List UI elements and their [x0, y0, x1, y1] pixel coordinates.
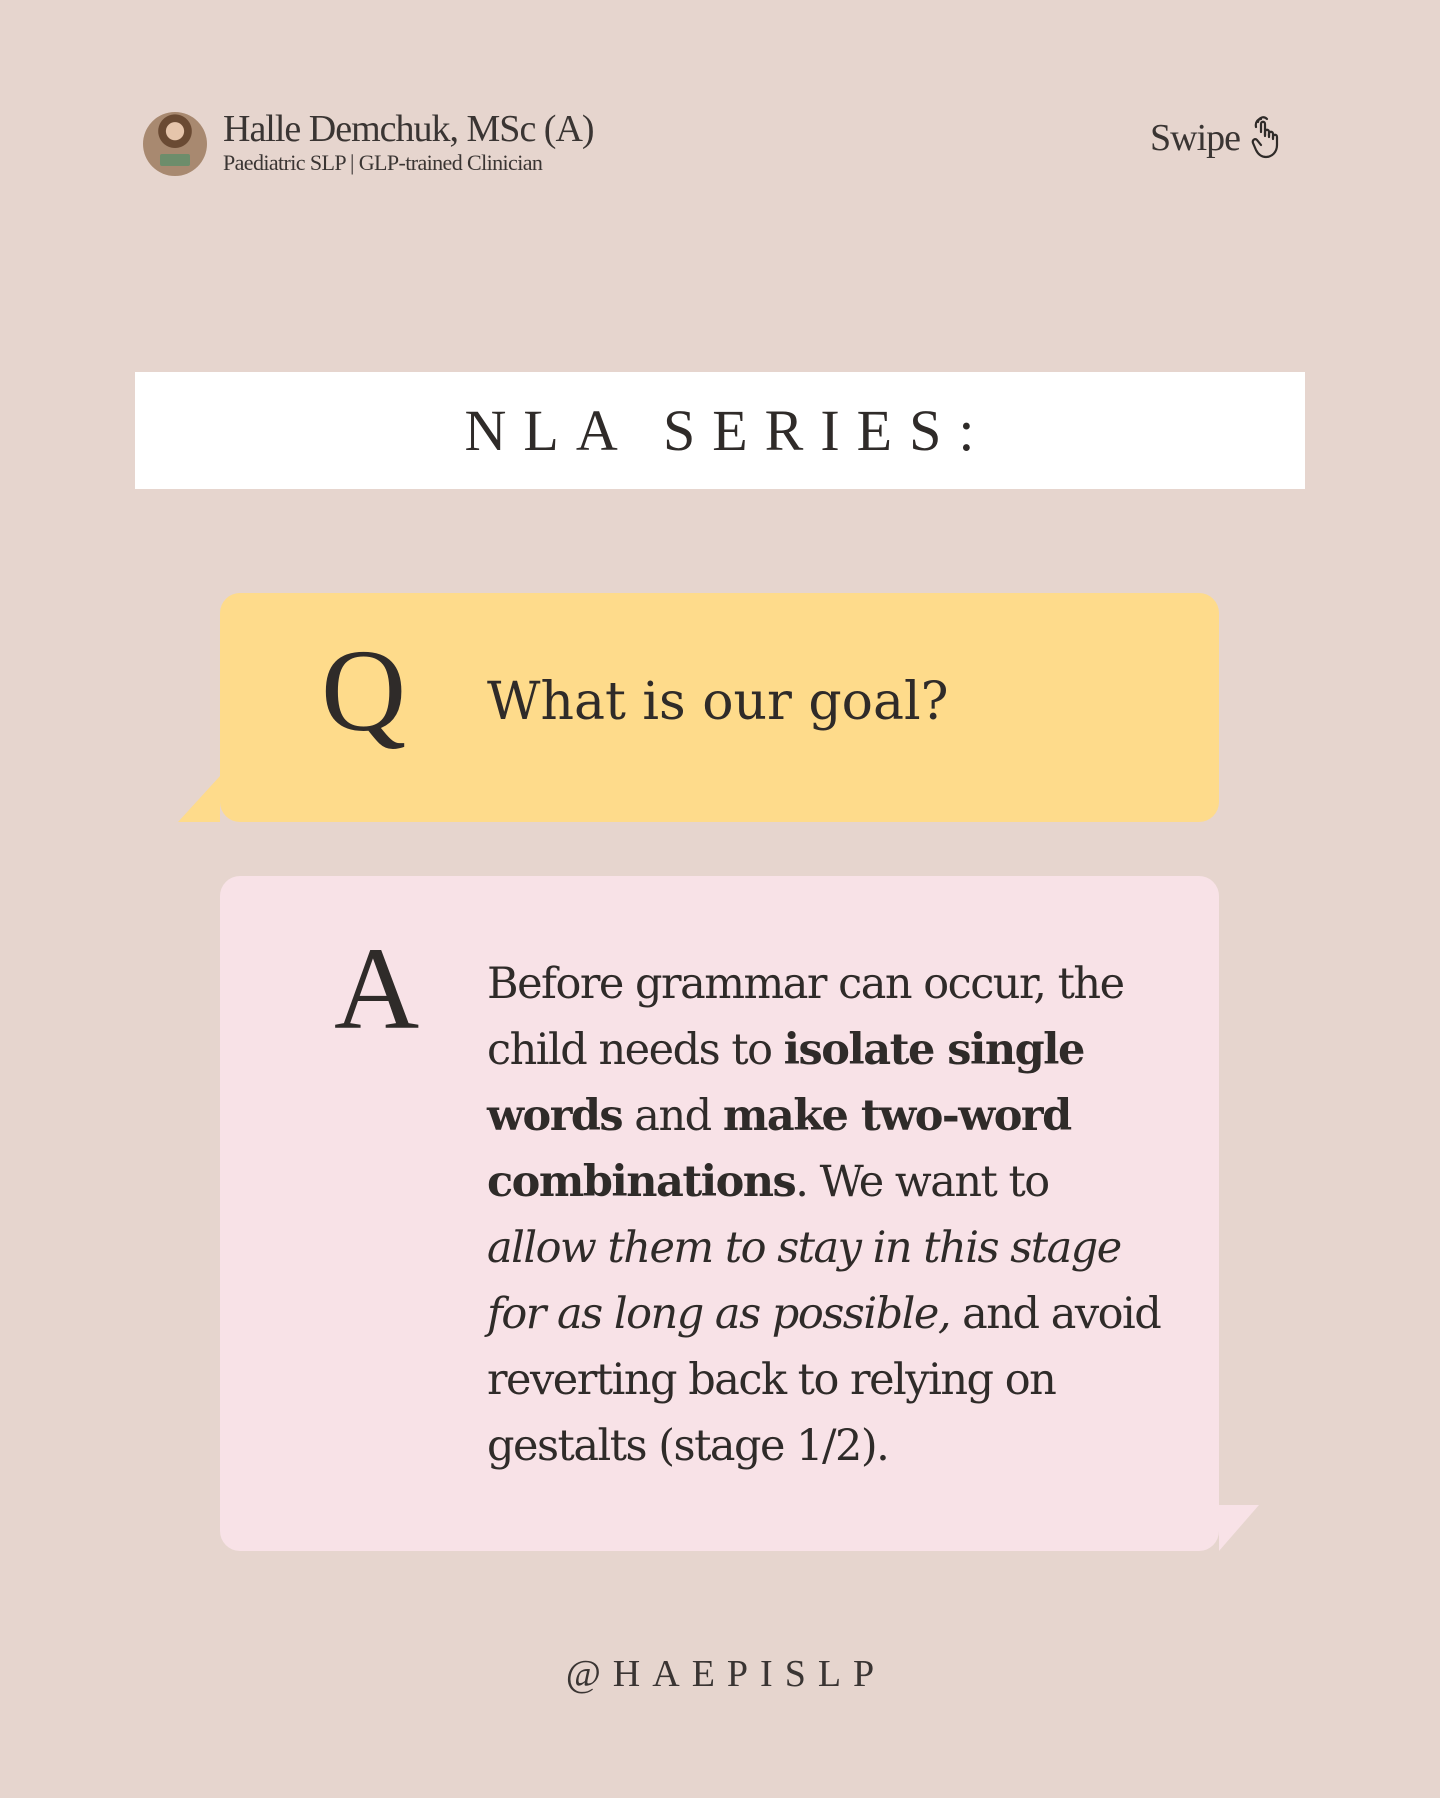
answer-letter: A: [334, 923, 420, 1054]
series-banner: [135, 372, 1305, 489]
swipe-prompt[interactable]: [1150, 114, 1296, 162]
author-name: Halle Demchuk, MSc (A): [223, 108, 594, 150]
answer-text-segment: and: [622, 1091, 723, 1141]
pointing-hand-icon: [1248, 114, 1296, 162]
question-text: What is our goal?: [487, 672, 949, 732]
answer-text-segment: Before grammar can occur, the child needs to: [487, 959, 1124, 1075]
answer-bold-combinations: make two-word combinations: [487, 1091, 1071, 1207]
answer-italic-stage: allow them to stay in this stage for as long as possible,: [487, 1223, 1121, 1339]
series-title: NLA SERIES:: [464, 397, 992, 463]
author-text: [223, 108, 594, 175]
author-subtitle: Paediatric SLP | GLP-trained Clinician: [223, 150, 543, 175]
answer-text-segment: . We want to: [795, 1157, 1049, 1207]
answer-bubble-tail: [1219, 1505, 1259, 1551]
swipe-label: Swipe: [1150, 117, 1240, 159]
author-avatar: [143, 112, 207, 176]
social-handle[interactable]: @HAEPISLP: [565, 1653, 887, 1695]
answer-text: [487, 951, 1167, 1479]
author-header: [143, 108, 594, 176]
question-letter: Q: [321, 625, 407, 756]
answer-bold-isolate: isolate single words: [487, 1025, 1084, 1141]
question-bubble-tail: [178, 776, 220, 822]
answer-text-segment: and avoid reverting back to relying on gestalts (stage 1/2).: [487, 1289, 1161, 1471]
